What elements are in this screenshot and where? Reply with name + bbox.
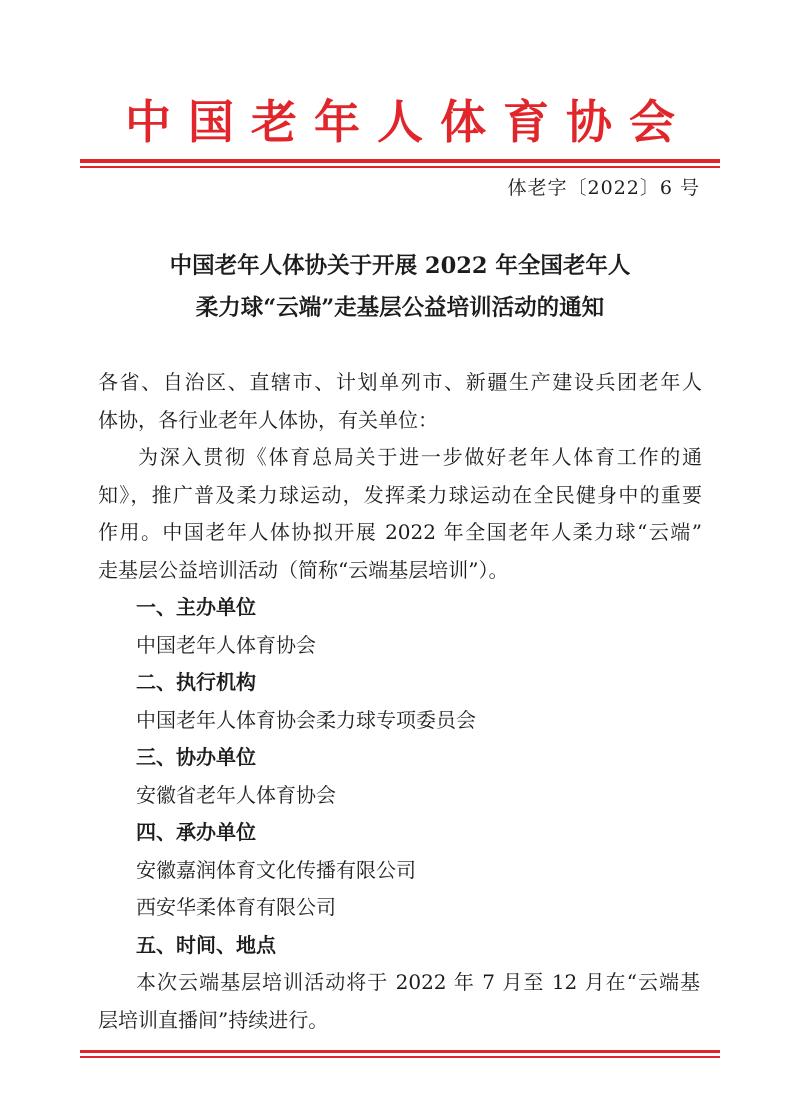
header-rule-thin <box>80 166 720 168</box>
notice-title-line-2: 柔力球“云端”走基层公益培训活动的通知 <box>195 295 605 321</box>
intro-line-4: 走基层公益培训活动（简称“云端基层培训”）。 <box>98 558 509 582</box>
section-4-line-1: 安徽嘉润体育文化传播有限公司 <box>136 858 416 882</box>
section-1-heading: 一、主办单位 <box>136 595 256 619</box>
section-1-line-1: 中国老年人体育协会 <box>136 633 316 657</box>
addressee-line-1: 各省、自治区、直辖市、计划单列市、新疆生产建设兵团老年人 <box>98 370 702 394</box>
document-number: 体老字〔2022〕6 号 <box>507 177 700 199</box>
section-4-line-2: 西安华柔体育有限公司 <box>136 895 336 919</box>
org-letterhead-title: 中国老年人体育协会 <box>125 95 692 149</box>
section-2-heading: 二、执行机构 <box>136 670 256 694</box>
section-5-heading: 五、时间、地点 <box>136 933 276 957</box>
addressee-line-2: 体协，各行业老年人体协，有关单位： <box>98 408 438 432</box>
intro-line-1: 为深入贯彻《体育总局关于进一步做好老年人体育工作的通 <box>138 445 702 469</box>
notice-title-line-1: 中国老年人体协关于开展 2022 年全国老年人 <box>169 253 631 279</box>
section-4-heading: 四、承办单位 <box>136 820 256 844</box>
intro-line-2: 知》，推广普及柔力球运动，发挥柔力球运动在全民健身中的重要 <box>98 483 702 507</box>
footer-rule-thin <box>80 1056 720 1058</box>
footer-rule-thick <box>80 1050 720 1053</box>
header-rule-thick <box>80 159 720 163</box>
section-3-line-1: 安徽省老年人体育协会 <box>136 783 336 807</box>
section-3-heading: 三、协办单位 <box>136 745 256 769</box>
intro-line-3: 作用。中国老年人体协拟开展 2022 年全国老年人柔力球“云端” <box>98 520 702 544</box>
section-5-line-2: 层培训直播间”持续进行。 <box>98 1008 329 1032</box>
section-2-line-1: 中国老年人体育协会柔力球专项委员会 <box>136 708 476 732</box>
section-5-line-1: 本次云端基层培训活动将于 2022 年 7 月至 12 月在“云端基 <box>136 970 700 994</box>
